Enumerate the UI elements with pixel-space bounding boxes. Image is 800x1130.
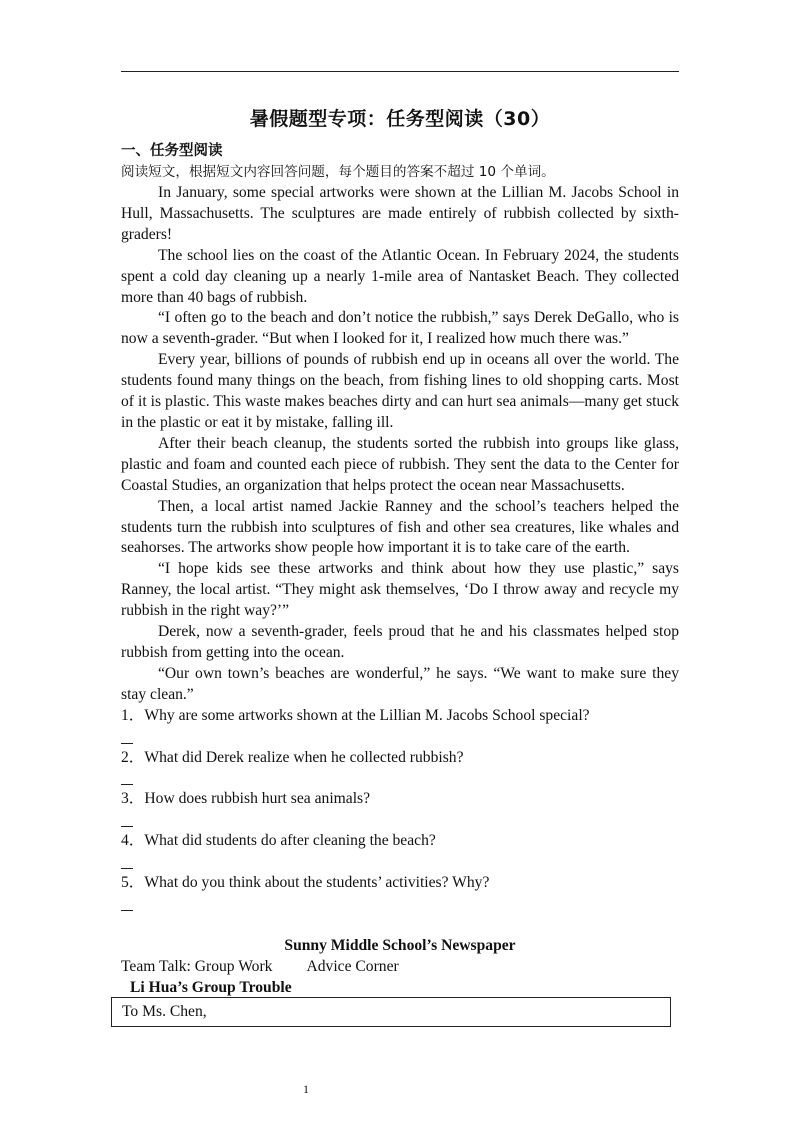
question-item: 5．What do you think about the students’ activities? Why?	[121, 874, 490, 892]
newspaper-section	[121, 935, 679, 998]
passage-paragraph: Derek, now a seventh-grader, feels proud that he and his classmates helped stop rubbish from getting into the ocean.	[121, 623, 679, 661]
page-number: 1	[303, 1082, 309, 1096]
passage-paragraph: The school lies on the coast of the Atlantic Ocean. In February 2024, the students spent a cold day cleaning up a nearly 1-mile area of Nantasket Beach. They collected more than 40 bags of rubbish.	[121, 246, 679, 306]
page-title: 暑假题型专项：任务型阅读（30）	[249, 108, 551, 130]
answer-blank[interactable]	[121, 894, 679, 915]
letter-box	[111, 997, 671, 1027]
passage-paragraph: After their beach cleanup, the students sorted the rubbish into groups like glass, plastic and foam and counted each piece of rubbish. They sent the data to the Center for Coastal Studies, an organization that helps protect the ocean near Massachusetts.	[121, 434, 679, 494]
passage-paragraph: “Our own town’s beaches are wonderful,” he says. “We want to make sure they stay clean.”	[121, 664, 679, 703]
question-item: 1．Why are some artworks shown at the Lillian M. Jacobs School special?	[121, 706, 590, 724]
team-talk-label: Team Talk: Group Work	[121, 958, 273, 975]
passage-paragraph: Every year, billions of pounds of rubbish end up in oceans all over the world. The students found many things on the beach, from fishing lines to old shopping carts. Most of it is plastic. This waste makes beaches dirty and can hurt sea animals—many get stuck in the plastic or eat it by mistake, falling ill.	[121, 351, 679, 431]
top-rule	[121, 71, 679, 72]
question-item: 4．What did students do after cleaning the beach?	[121, 832, 436, 850]
section-heading: 一、任务型阅读	[121, 143, 223, 159]
reading-section	[121, 141, 679, 915]
answer-blank[interactable]	[121, 727, 679, 748]
answer-blank[interactable]	[121, 810, 679, 831]
advice-corner-label: Advice Corner	[306, 958, 399, 975]
newspaper-subtitle: Li Hua’s Group Trouble	[130, 979, 292, 996]
newspaper-title: Sunny Middle School’s Newspaper	[284, 937, 516, 954]
passage-paragraph: Then, a local artist named Jackie Ranney and the school’s teachers helped the students turn the rubbish into sculptures of fish and other sea creatures, like whales and seahorses. The artworks show people how important it is to take care of the earth.	[121, 497, 679, 557]
passage-paragraph: In January, some special artworks were shown at the Lillian M. Jacobs School in Hull, Massachusetts. The sculptures are made entirely of rubbish collected by sixth-graders!	[121, 184, 679, 243]
answer-blank[interactable]	[121, 852, 679, 873]
passage-paragraph: “I hope kids see these artworks and think about how they use plastic,” says Ranney, the local artist. “They might ask themselves, ‘Do I throw away and recycle my rubbish in the right way?’”	[121, 560, 679, 620]
passage-paragraph: “I often go to the beach and don’t notice the rubbish,” says Derek DeGallo, who is now a seventh-grader. “But when I looked for it, I realized how much there was.”	[121, 309, 679, 348]
question-item: 3．How does rubbish hurt sea animals?	[121, 790, 371, 808]
answer-blank[interactable]	[121, 768, 679, 789]
letter-greeting: To Ms. Chen,	[122, 1003, 207, 1020]
newspaper-columns	[121, 956, 679, 977]
question-item: 2．What did Derek realize when he collected rubbish?	[121, 748, 464, 766]
instruction-text: 阅读短文，根据短文内容回答问题，每个题目的答案不超过 10 个单词。	[121, 164, 555, 180]
